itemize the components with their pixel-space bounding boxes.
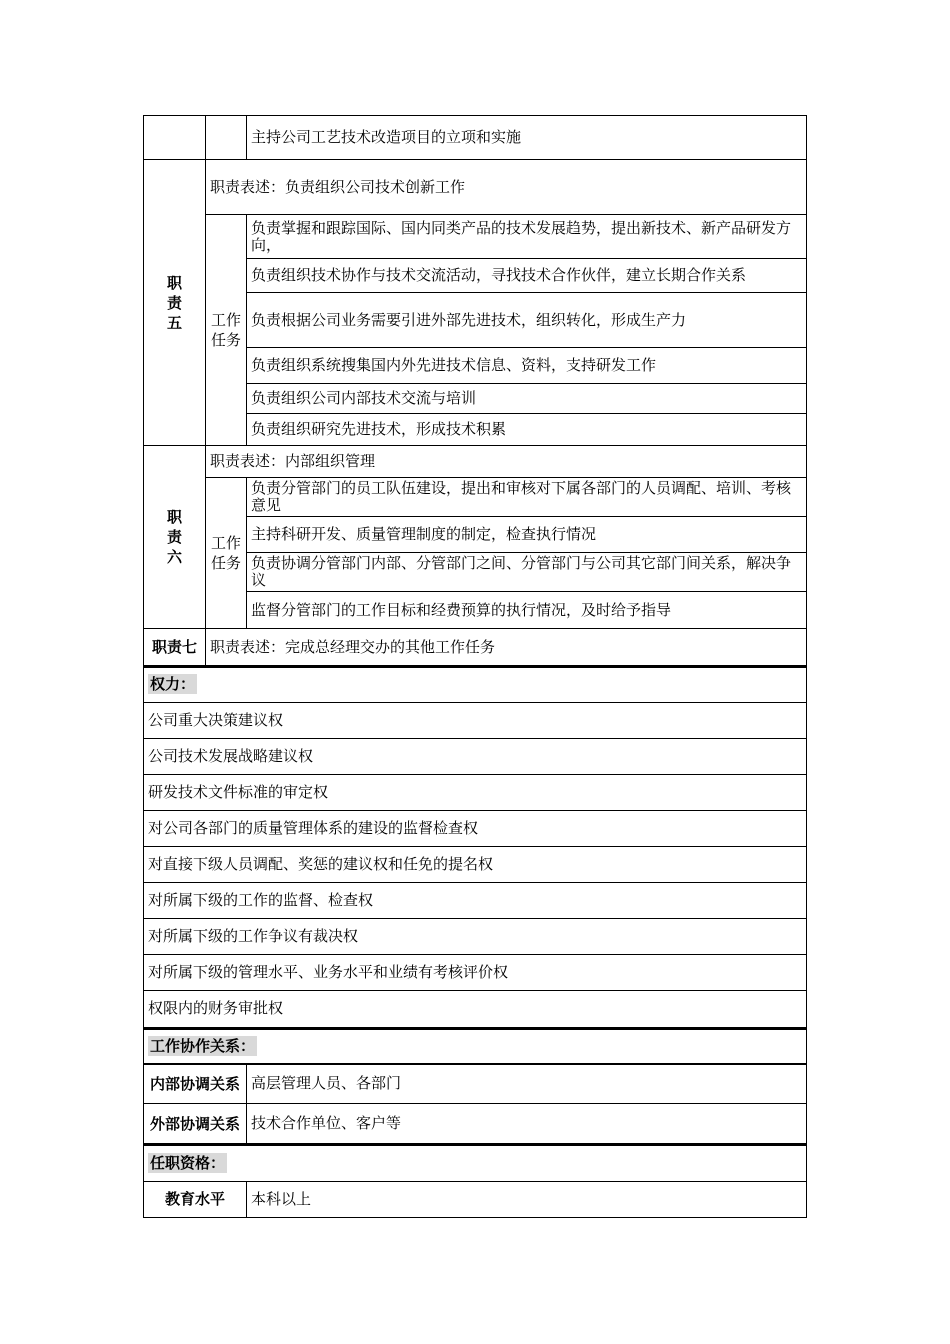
- table-row: [144, 478, 807, 517]
- relation-label: 内部协调关系: [144, 1064, 247, 1104]
- duty-description: 职责表述：完成总经理交办的其他工作任务: [206, 629, 807, 666]
- list-item: 对所属下级的工作争议有裁决权: [144, 918, 807, 954]
- task-label: 工作任务: [206, 478, 247, 629]
- list-item: 研发技术文件标准的审定权: [144, 774, 807, 810]
- list-item: 权限内的财务审批权: [144, 990, 807, 1027]
- duty-label: 职责七: [144, 629, 206, 666]
- section-title: 任职资格：: [144, 1145, 807, 1181]
- relation-value: 高层管理人员、各部门: [247, 1064, 807, 1104]
- list-item: 对直接下级人员调配、奖惩的建议权和任免的提名权: [144, 846, 807, 882]
- qualification-label: 教育水平: [144, 1181, 247, 1217]
- task-item: 负责组织技术协作与技术交流活动，寻找技术合作伙伴，建立长期合作关系: [247, 259, 807, 293]
- table-row: [144, 1064, 807, 1104]
- table-row: [144, 629, 807, 666]
- job-description-document: [143, 115, 807, 1218]
- task-item: 监督分管部门的工作目标和经费预算的执行情况，及时给予指导: [247, 592, 807, 629]
- section-title: 工作协作关系：: [144, 1029, 807, 1064]
- duty-label: 职责六: [144, 446, 206, 629]
- relation-label: 外部协调关系: [144, 1104, 247, 1144]
- task-item: 负责组织公司内部技术交流与培训: [247, 384, 807, 414]
- empty-cell: [206, 116, 247, 160]
- qualifications-table: [143, 1144, 807, 1218]
- table-row: [144, 116, 807, 160]
- table-row: [144, 446, 807, 478]
- task-item: 主持科研开发、质量管理制度的制定，检查执行情况: [247, 517, 807, 553]
- task-item: 主持公司工艺技术改造项目的立项和实施: [247, 116, 807, 160]
- list-item: 公司技术发展战略建议权: [144, 738, 807, 774]
- list-item: 公司重大决策建议权: [144, 702, 807, 738]
- relation-value: 技术合作单位、客户等: [247, 1104, 807, 1144]
- powers-table: [143, 666, 807, 1028]
- list-item: 对公司各部门的质量管理体系的建设的监督检查权: [144, 810, 807, 846]
- table-row: [144, 1181, 807, 1217]
- task-item: 负责掌握和跟踪国际、国内同类产品的技术发展趋势，提出新技术、新产品研发方向，: [247, 215, 807, 259]
- empty-cell: [144, 116, 206, 160]
- list-item: 对所属下级的管理水平、业务水平和业绩有考核评价权: [144, 954, 807, 990]
- task-item: 负责分管部门的员工队伍建设，提出和审核对下属各部门的人员调配、培训、考核意见: [247, 478, 807, 517]
- table-row: [144, 1029, 807, 1064]
- table-row: [144, 1104, 807, 1144]
- task-item: 负责根据公司业务需要引进外部先进技术，组织转化，形成生产力: [247, 293, 807, 348]
- task-item: 负责组织系统搜集国内外先进技术信息、资料，支持研发工作: [247, 348, 807, 384]
- table-row: [144, 1145, 807, 1181]
- table-row: [144, 215, 807, 259]
- relations-table: [143, 1028, 807, 1145]
- task-item: 负责组织研究先进技术，形成技术积累: [247, 414, 807, 446]
- duties-table: [143, 115, 807, 666]
- duty-description: 职责表述：内部组织管理: [206, 446, 807, 478]
- duty-label: 职责五: [144, 160, 206, 446]
- task-label: 工作任务: [206, 215, 247, 446]
- table-row: [144, 667, 807, 702]
- table-row: [144, 160, 807, 215]
- task-item: 负责协调分管部门内部、分管部门之间、分管部门与公司其它部门间关系，解决争议: [247, 553, 807, 592]
- duty-description: 职责表述：负责组织公司技术创新工作: [206, 160, 807, 215]
- list-item: 对所属下级的工作的监督、检查权: [144, 882, 807, 918]
- section-title: 权力：: [144, 667, 807, 702]
- qualification-value: 本科以上: [247, 1181, 807, 1217]
